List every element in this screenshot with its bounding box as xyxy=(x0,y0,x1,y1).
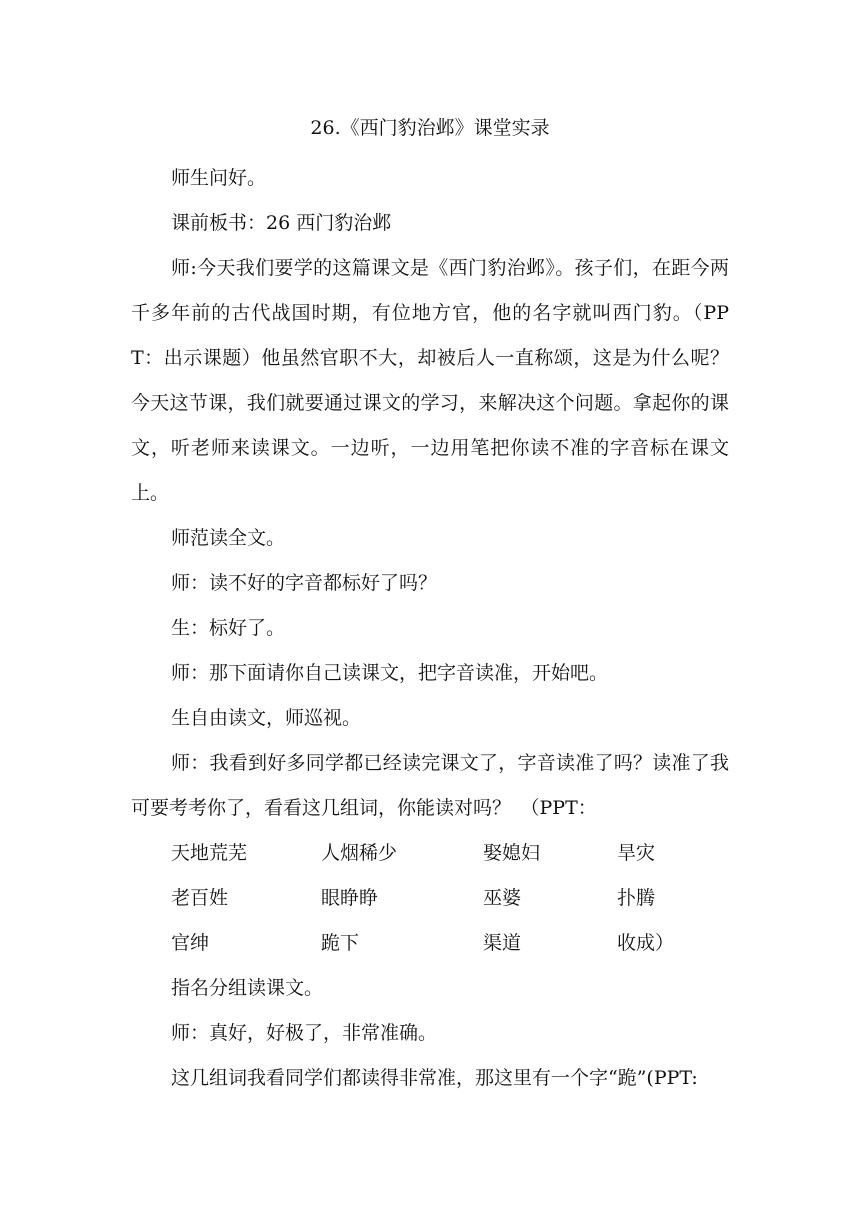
vocab-word: 旱灾 xyxy=(617,842,656,864)
vocab-word: 娶媳妇 xyxy=(483,842,541,864)
paragraph-group-reading: 指名分组读课文。 xyxy=(171,977,324,999)
paragraph-vocab-intro: 师：我看到好多同学都已经读完课文了，字音读准了吗？读准了我可要考考你了，看看这几组词，你能读对吗？ （PPT： xyxy=(131,752,729,819)
vocab-row-2 xyxy=(131,876,729,921)
vocab-row-1 xyxy=(131,831,729,876)
vocab-word: 人烟稀少 xyxy=(321,842,398,864)
vocab-word: 天地荒芜 xyxy=(171,842,248,864)
vocab-word: 老百姓 xyxy=(171,887,229,909)
document-title: 26.《西门豹治邺》课堂实录 xyxy=(310,117,550,139)
vocab-row-3 xyxy=(131,921,729,966)
paragraph-greeting: 师生问好。 xyxy=(171,167,267,189)
paragraph-kneel-character: 这几组词我看同学们都读得非常准，那这里有一个字“跪”(PPT: xyxy=(171,1067,698,1089)
paragraph-praise: 师：真好，好极了，非常准确。 xyxy=(171,1022,438,1044)
paragraph-free-reading: 生自由读文，师巡视。 xyxy=(171,707,362,729)
vocab-word: 收成） xyxy=(617,932,675,954)
vocab-word: 眼睁睁 xyxy=(321,887,379,909)
paragraph-board-writing: 课前板书：26 西门豹治邺 xyxy=(171,212,392,234)
paragraph-teacher-question: 师：读不好的字音都标好了吗？ xyxy=(171,572,438,594)
paragraph-model-reading: 师范读全文。 xyxy=(171,527,286,549)
document-body xyxy=(131,112,729,1101)
paragraph-introduction: 师:今天我们要学的这篇课文是《西门豹治邺》。孩子们，在距今两千多年前的古代战国时期，有位地方官，他的名字就叫西门豹。（PPT：出示课题）他虽然官职不大，却被后人一直称颂，这是为什么呢？今天这节课，我们就要通过课文的学习，来解决这个问题。拿起你的课文，听老师来读课文。一边听，一边用笔把你读不准的字音标在课文上。 xyxy=(131,257,729,504)
paragraph-student-answer: 生：标好了。 xyxy=(171,617,286,639)
vocab-word: 渠道 xyxy=(483,932,522,954)
vocab-word: 官绅 xyxy=(171,932,210,954)
paragraph-teacher-instruction: 师：那下面请你自己读课文，把字音读准，开始吧。 xyxy=(171,662,609,684)
vocab-word: 扑腾 xyxy=(617,887,656,909)
vocab-word: 跪下 xyxy=(321,932,360,954)
vocab-word: 巫婆 xyxy=(483,887,522,909)
